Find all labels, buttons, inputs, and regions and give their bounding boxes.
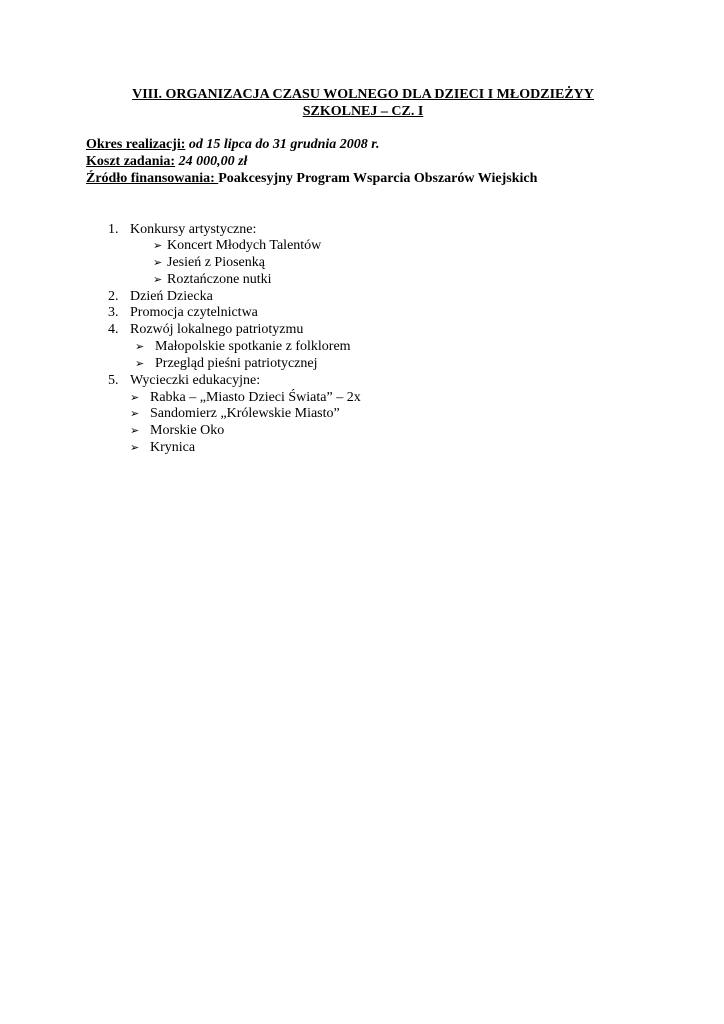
zrodlo-finansowania-line xyxy=(86,170,537,187)
arrow-bullet-icon: ➢ xyxy=(130,424,140,437)
sub-list-item xyxy=(130,389,361,406)
list-item-text: Rozwój lokalnego patriotyzmu xyxy=(130,322,304,337)
sub-list-item-text: Sandomierz „Królewskie Miasto” xyxy=(150,406,340,421)
list-item-text: Konkursy artystyczne: xyxy=(130,222,257,237)
sub-list-item xyxy=(130,405,340,422)
sub-list-item-text: Jesień z Piosenką xyxy=(167,255,265,270)
sub-list-item-text: Małopolskie spotkanie z folklorem xyxy=(155,339,351,354)
arrow-bullet-icon: ➢ xyxy=(130,441,140,454)
list-number: 3. xyxy=(108,305,119,320)
arrow-bullet-icon: ➢ xyxy=(135,357,145,370)
sub-list-item-text: Przegląd pieśni patriotycznej xyxy=(155,356,318,371)
list-item-text: Dzień Dziecka xyxy=(130,289,213,304)
list-item-text: Wycieczki edukacyjne: xyxy=(130,373,261,388)
sub-list-item xyxy=(130,422,224,439)
sub-list-item xyxy=(135,338,351,355)
list-item-text: Promocja czytelnictwa xyxy=(130,305,258,320)
title-line-1: VIII. ORGANIZACJA CZASU WOLNEGO DLA DZIECI I MŁODZIEŻYY xyxy=(132,87,594,102)
arrow-bullet-icon: ➢ xyxy=(130,391,140,404)
sub-list-item-text: Koncert Młodych Talentów xyxy=(167,238,322,253)
document-title xyxy=(86,86,640,120)
zrodlo-value: Poakcesyjny Program Wsparcia Obszarów Wiejskich xyxy=(218,171,538,186)
arrow-bullet-icon: ➢ xyxy=(153,273,163,286)
okres-realizacji-line xyxy=(86,136,537,153)
sub-list-item-text: Rabka – „Miasto Dzieci Świata” – 2x xyxy=(150,390,361,405)
sub-list-item xyxy=(153,237,321,254)
list-number: 1. xyxy=(108,222,119,237)
sub-list-item xyxy=(153,254,265,271)
arrow-bullet-icon: ➢ xyxy=(153,239,163,252)
list-number: 2. xyxy=(108,289,119,304)
sub-list-item-text: Krynica xyxy=(150,440,196,455)
koszt-value: 24 000,00 zł xyxy=(175,154,248,169)
title-line-2: SZKOLNEJ – CZ. I xyxy=(302,104,424,119)
okres-label: Okres realizacji: xyxy=(86,137,186,152)
list-number: 5. xyxy=(108,373,119,388)
project-meta xyxy=(86,136,537,187)
arrow-bullet-icon: ➢ xyxy=(130,407,140,420)
sub-list-item xyxy=(135,355,318,372)
sub-list-item-text: Morskie Oko xyxy=(150,423,225,438)
arrow-bullet-icon: ➢ xyxy=(135,340,145,353)
sub-list-item xyxy=(130,439,195,456)
list-number: 4. xyxy=(108,322,119,337)
sub-list-item xyxy=(153,271,272,288)
zrodlo-label: Źródło finansowania: xyxy=(86,171,219,186)
sub-list-item-text: Roztańczone nutki xyxy=(167,272,272,287)
koszt-zadania-line xyxy=(86,153,537,170)
arrow-bullet-icon: ➢ xyxy=(153,256,163,269)
okres-value: od 15 lipca do 31 grudnia 2008 r. xyxy=(185,137,380,152)
koszt-label: Koszt zadania: xyxy=(86,154,176,169)
